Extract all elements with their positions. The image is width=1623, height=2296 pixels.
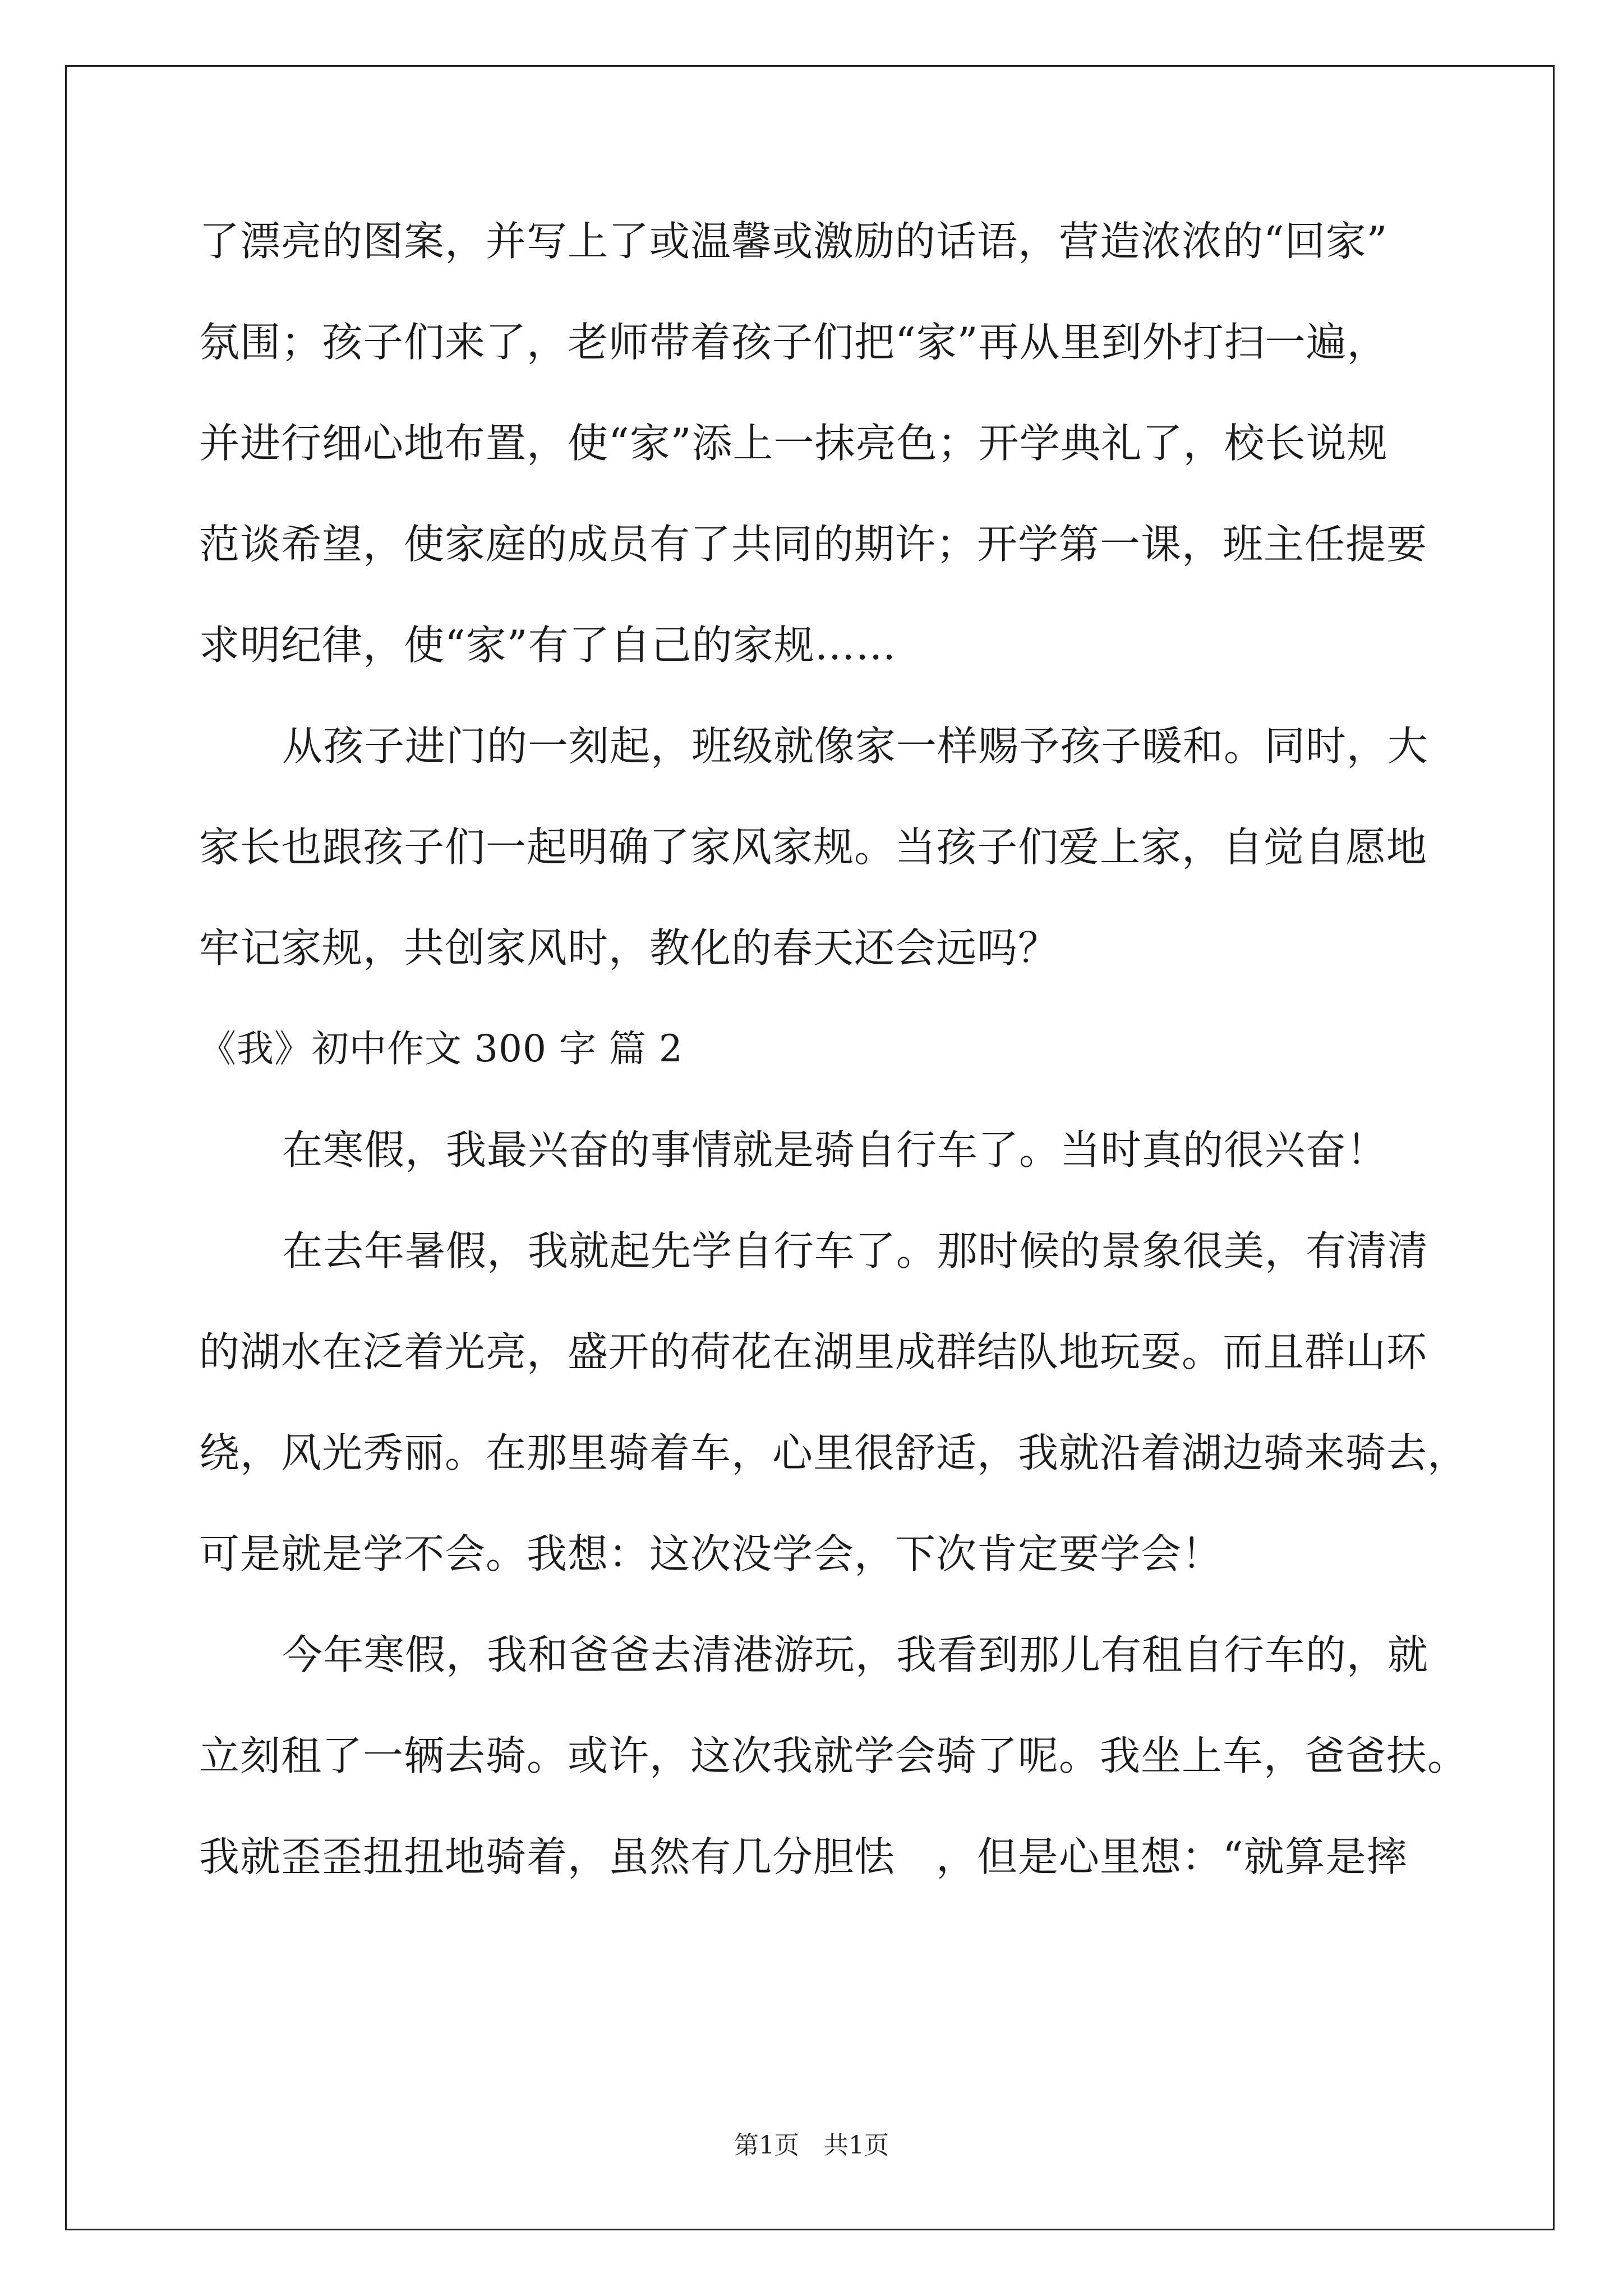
text-line: 并进行细心地布置，使“家”添上一抹亮色；开学典礼了，校长说规	[199, 420, 1388, 467]
text-line: 牢记家规，共创家风时，教化的春天还会远吗？	[199, 924, 1059, 972]
text-line: 范谈希望，使家庭的成员有了共同的期许；开学第一课，班主任提要	[199, 521, 1428, 568]
text-line: 家长也跟孩子们一起明确了家风家规。当孩子们爱上家，自觉自愿地	[199, 823, 1428, 871]
text-line: 可是就是学不会。我想：这次没学会，下次肯定要学会！	[199, 1530, 1223, 1577]
page-footer: 第1页 共1页	[734, 2131, 889, 2160]
text-line: 了漂亮的图案，并写上了或温馨或激励的话语，营造浓浓的“回家”	[199, 218, 1388, 265]
text-line: 我就歪歪扭扭地骑着，虽然有几分胆怯 ，但是心里想：“就算是摔	[199, 1833, 1408, 1880]
text-line: 求明纪律，使“家”有了自己的家规……	[199, 622, 897, 669]
text-line: 的湖水在泛着光亮，盛开的荷花在湖里成群结队地玩耍。而且群山环	[199, 1328, 1428, 1375]
paragraph-start-line: 从孩子进门的一刻起，班级就像家一样赐予孩子暖和。同时，大	[282, 723, 1429, 770]
paragraph-start-line: 在寒假，我最兴奋的事情就是骑自行车了。当时真的很兴奋！	[282, 1126, 1388, 1174]
paragraph-start-line: 在去年暑假，我就起先学自行车了。那时候的景象很美，有清清	[282, 1227, 1429, 1274]
text-line: 氛围；孩子们来了，老师带着孩子们把“家”再从里到外打扫一遍，	[199, 319, 1388, 366]
section-heading: 《我》初中作文 300 字 篇 2	[199, 1027, 683, 1070]
paragraph-start-line: 今年寒假，我和爸爸去清港游玩，我看到那儿有租自行车的，就	[282, 1631, 1429, 1678]
text-line: 绕，风光秀丽。在那里骑着车，心里很舒适，我就沿着湖边骑来骑去，	[199, 1429, 1469, 1476]
text-line: 立刻租了一辆去骑。或许，这次我就学会骑了呢。我坐上车，爸爸扶。	[199, 1732, 1469, 1779]
